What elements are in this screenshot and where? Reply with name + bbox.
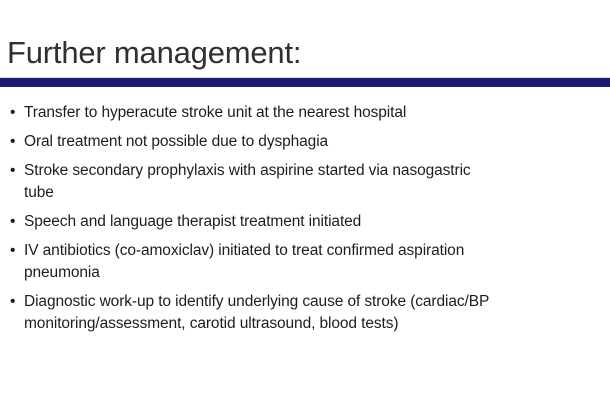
bullet-line: Oral treatment not possible due to dysphagia <box>24 133 329 150</box>
bullet-line: Speech and language therapist treatment initiated <box>24 213 362 230</box>
bullet-line: Stroke secondary prophylaxis with aspirine started via nasogastric <box>24 162 471 179</box>
bullet-icon: • <box>10 213 16 230</box>
bullet-line: pneumonia <box>24 264 100 281</box>
bullet-item-secondary-prophylaxis <box>10 160 604 204</box>
bullet-item-diagnostic-workup <box>10 291 604 335</box>
bullet-text <box>24 240 464 284</box>
bullet-line: tube <box>24 184 54 201</box>
bullet-icon: • <box>10 133 16 150</box>
bullet-text <box>24 131 328 153</box>
bullet-item-speech-therapy <box>10 211 604 233</box>
bullet-text <box>24 291 489 335</box>
bullet-text <box>24 102 406 124</box>
bullet-icon: • <box>10 162 16 179</box>
title-divider-bar <box>0 77 610 87</box>
slide-title: Further management: <box>7 35 302 70</box>
bullet-item-iv-antibiotics <box>10 240 604 284</box>
bullet-item-oral-treatment <box>10 131 604 153</box>
bullet-icon: • <box>10 293 16 310</box>
bullet-icon: • <box>10 104 16 121</box>
bullet-line: Diagnostic work-up to identify underlying cause of stroke (cardiac/BP <box>24 293 490 310</box>
bullet-list <box>10 102 604 342</box>
bullet-text <box>24 211 361 233</box>
bullet-text <box>24 160 471 204</box>
bullet-line: Transfer to hyperacute stroke unit at the nearest hospital <box>24 104 407 121</box>
bullet-icon: • <box>10 242 16 259</box>
bullet-item-transfer <box>10 102 604 124</box>
bullet-line: IV antibiotics (co-amoxiclav) initiated to treat confirmed aspiration <box>24 242 465 259</box>
bullet-line: monitoring/assessment, carotid ultrasound, blood tests) <box>24 315 399 332</box>
